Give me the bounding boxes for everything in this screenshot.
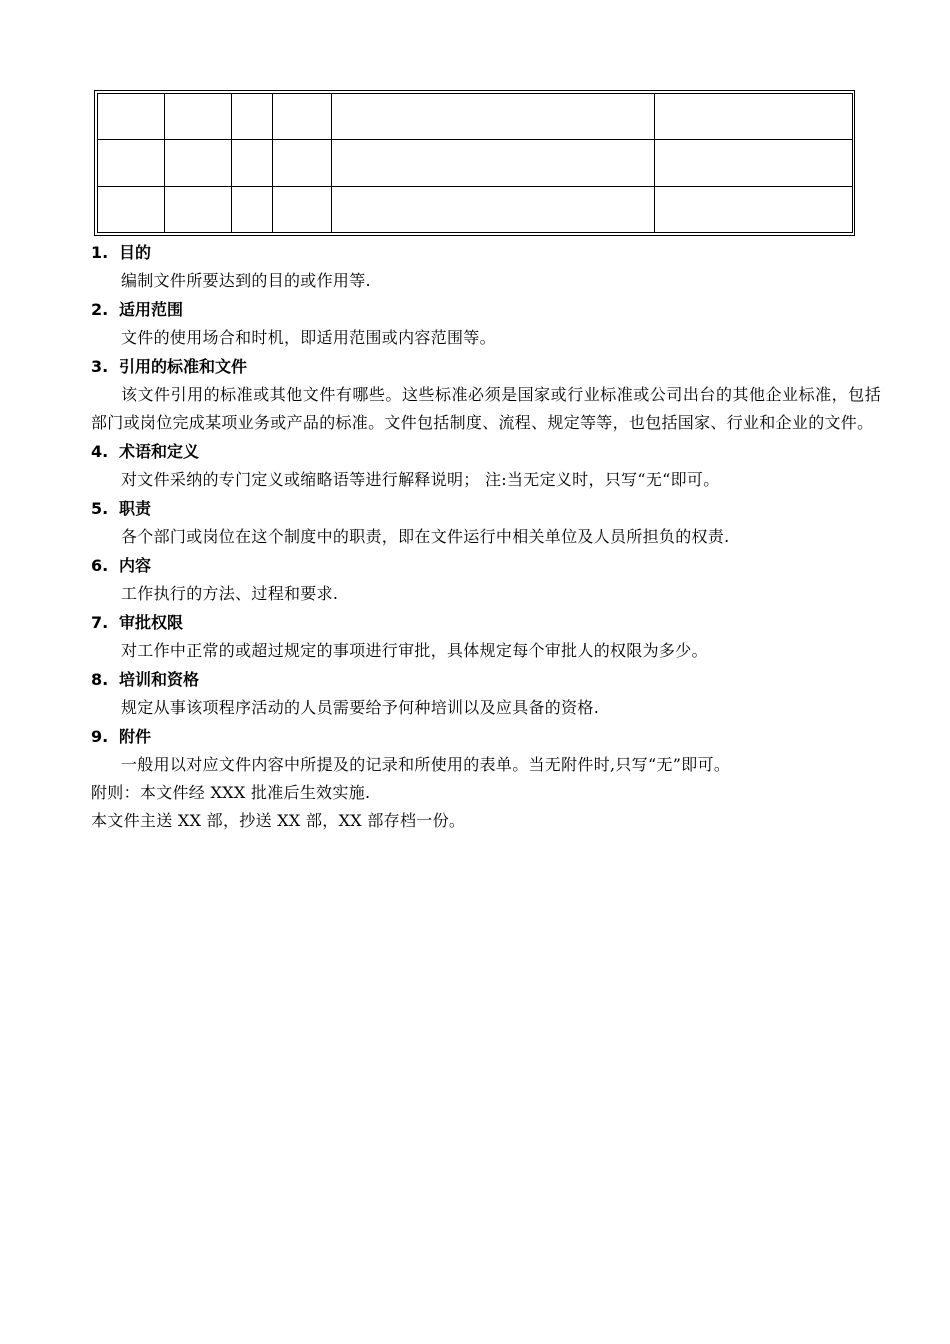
table-cell (232, 140, 273, 186)
section-heading (91, 609, 881, 637)
section-number: 2. (91, 300, 109, 319)
section-title: 适用范围 (119, 300, 184, 319)
section-text: 规定从事该项程序活动的人员需要给予何种培训以及应具备的资格. (121, 698, 600, 717)
distribution-note: 本文件主送 XX 部，抄送 XX 部，XX 部存档一份。 (91, 811, 466, 830)
section-title: 目的 (119, 243, 152, 262)
section-heading (91, 438, 881, 466)
table-cell (332, 186, 655, 232)
section-heading (91, 552, 881, 580)
table-cell (655, 186, 853, 232)
table-cell (655, 140, 853, 186)
table-cell (232, 186, 273, 232)
section-title: 术语和定义 (119, 442, 200, 461)
table-cell (98, 94, 165, 140)
section-references (91, 353, 881, 437)
supplementary-provision: 附则：本文件经 XXX 批准后生效实施. (91, 783, 371, 802)
table-cell (98, 140, 165, 186)
section-text: 编制文件所要达到的目的或作用等. (121, 271, 371, 290)
section-number: 8. (91, 670, 109, 689)
table-cell (332, 140, 655, 186)
section-number: 6. (91, 556, 109, 575)
section-text: 一般用以对应文件内容中所提及的记录和所使用的表单。当无附件时,只写“无”即可。 (121, 755, 731, 774)
table-row (98, 94, 853, 140)
revision-table-grid (97, 93, 853, 233)
table-cell (273, 94, 332, 140)
section-text: 各个部门或岗位在这个制度中的职责，即在文件运行中相关单位及人员所担负的权责. (121, 527, 730, 546)
table-cell (655, 94, 853, 140)
section-scope (91, 296, 881, 352)
table-cell (232, 94, 273, 140)
section-title: 审批权限 (119, 613, 184, 632)
table-cell (273, 140, 332, 186)
section-approval (91, 609, 881, 665)
table-cell (98, 186, 165, 232)
section-training (91, 666, 881, 722)
section-title: 引用的标准和文件 (119, 357, 248, 376)
section-heading (91, 296, 881, 324)
table-row (98, 140, 853, 186)
section-text: 对工作中正常的或超过规定的事项进行审批，具体规定每个审批人的权限为多少。 (121, 641, 708, 660)
section-terms (91, 438, 881, 494)
section-text: 工作执行的方法、过程和要求. (121, 584, 339, 603)
section-number: 9. (91, 727, 109, 746)
section-title: 附件 (119, 727, 152, 746)
table-cell (165, 140, 232, 186)
document-body (91, 238, 881, 835)
section-number: 3. (91, 357, 109, 376)
section-title: 培训和资格 (119, 670, 200, 689)
section-text: 文件的使用场合和时机，即适用范围或内容范围等。 (121, 328, 496, 347)
section-text: 该文件引用的标准或其他文件有哪些。这些标准必须是国家或行业标准或公司出台的其他企业标准，包括部门或岗位完成某项业务或产品的标准。文件包括制度、流程、规定等等，也包括国家、行业和企业的文件。 (91, 385, 881, 432)
section-heading (91, 666, 881, 694)
section-title: 内容 (119, 556, 152, 575)
table-cell (165, 186, 232, 232)
table-cell (332, 94, 655, 140)
table-cell (273, 186, 332, 232)
section-content (91, 552, 881, 608)
section-heading (91, 723, 881, 751)
revision-table (94, 90, 855, 236)
section-heading (91, 495, 881, 523)
section-attachments (91, 723, 881, 779)
section-number: 7. (91, 613, 109, 632)
section-heading (91, 239, 881, 267)
section-responsibilities (91, 495, 881, 551)
section-heading (91, 353, 881, 381)
table-row (98, 186, 853, 232)
section-purpose (91, 239, 881, 295)
section-number: 1. (91, 243, 109, 262)
section-number: 4. (91, 442, 109, 461)
section-number: 5. (91, 499, 109, 518)
table-cell (165, 94, 232, 140)
section-text: 对文件采纳的专门定义或缩略语等进行解释说明； 注:当无定义时，只写“无“即可。 (121, 470, 720, 489)
section-title: 职责 (119, 499, 152, 518)
